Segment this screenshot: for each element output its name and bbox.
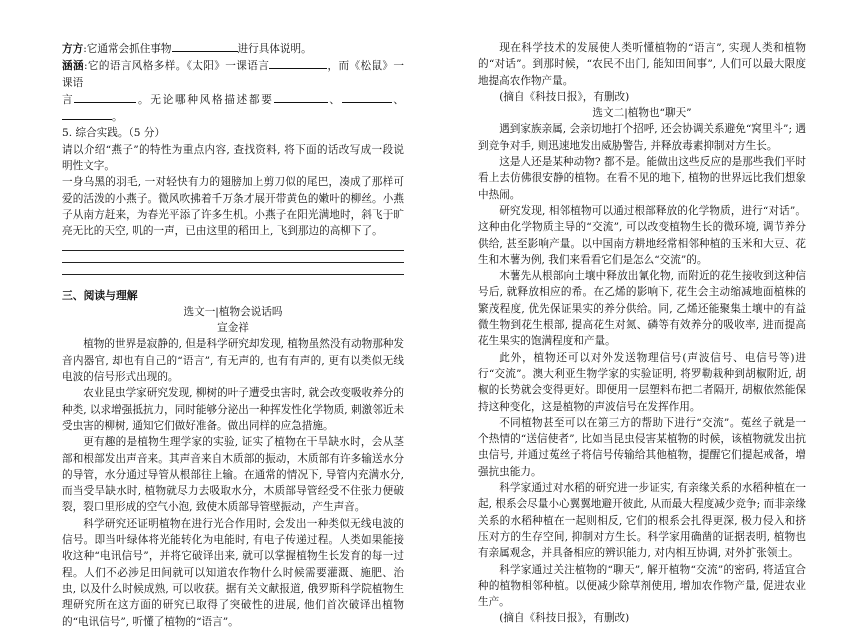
answer-blank-6[interactable]	[62, 108, 112, 120]
answer-line-1[interactable]	[62, 240, 404, 251]
answer-blank-4[interactable]	[274, 91, 328, 103]
comma-2: 、	[391, 93, 405, 106]
question-5: 5. 综合实践。（5 分）	[62, 127, 166, 140]
text1-title: 选文一|植物会说话吗	[183, 305, 283, 318]
section-title: 三、阅读与理解	[62, 288, 138, 302]
text2-paragraph-1: 遇到家族亲属, 会亲切地打个招呼, 还会协调关系避免“窝里斗”; 遇到竞争对手, 则迅速地发出威胁警告, 并释放毒素抑制对方生长。	[478, 123, 806, 152]
fangfang-line	[62, 40, 404, 57]
left-column	[62, 40, 404, 630]
swallow-passage: 一身乌黑的羽毛, 一对轻快有力的翅膀加上剪刀似的尾巴，凑成了那样可爱的活泼的小燕子。微风吹拂着千万条才展开带黄色的嫩叶的柳丝。小燕子从南方赶来，为春光平添了许多生机。小燕子在阳光满地时，斜飞于旷亮无比的天空, 叽的一声，已由这里的稻田上, 飞到那边的高柳下了。	[62, 176, 404, 238]
text1-paragraph-5: 现在科学技术的发展使人类听懂植物的“语言”, 实现人类和植物的“对话”。到那时候，“农民不出门, 能知田间事”, 人们可以最大限度地提高农作物产量。	[478, 42, 806, 87]
text2-paragraph-8: 科学家通过关注植物的“聊天”, 解开植物“交流”的密码, 将适宜合种的植物相邻种植。以便减少除草剂使用, 增加农作物产量, 促进农业生产。	[478, 563, 806, 609]
text1-paragraph-2: 农业昆虫学家研究发现, 柳树的叶子遭受虫害时, 就会改变吸收养分的种类, 以求增强抵抗力，同时能够分泌出一种挥发性化学物质, 刺激邻近未受虫害的柳树, 通知它们做好准备。做出同样的应急措施。	[62, 387, 404, 432]
answer-line-3[interactable]	[62, 264, 404, 275]
text1-paragraph-1: 植物的世界是寂静的, 但是科学研究却发现, 植物虽然没有动物那种发音内器官, 却也有自己的“语言”, 有无声的, 也有有声的, 更有以类似无线电波的信号形式出现的。	[62, 338, 404, 384]
text1-paragraph-3: 更有趣的是植物生理学家的实验, 证实了植物在干旱缺水时，会从茎部和根部发出声音来。其声音来自木质部的振动，木质部有许多输送水分的导管，水分通过导管从根部往上输。在通常的情况下, 导管内充满水分, 而当受旱缺水时, 植物就尽力去吸取水分，木质部导管经受不住张力便破裂，裂口里形成的空气小泡, 致使木质部导管壁振动，产生声音。	[62, 436, 404, 514]
text1-paragraph-4: 科学研究还证明植物在进行光合作用时, 会发出一种类似无线电波的信号。即当叶绿体将光能转化为电能时, 有电子传递过程。人类如果能接收这种“电讯信号”，并将它破译出来, 就可以掌握植物生长发育的每一过程。人们不必涉足田间就可以知道农作物什么时候需要灌溉、施肥、治虫, 以及什么时候成熟, 可以收获。据有关文献报道, 俄罗斯科学院植物生理研究所在这方面的研究已取得了突破性的进展, 他们首次破译出植物的“电讯信号”, 听懂了植物的“语言”。	[62, 517, 404, 628]
fangfang-text-end: 进行具体说明。	[237, 43, 312, 55]
answer-line-2[interactable]	[62, 252, 404, 263]
speaker-fangfang: 方方	[62, 43, 84, 55]
hanhan-text-mid: ，而《松鼠》一课语	[62, 60, 404, 89]
text2-paragraph-3: 研究发现, 相邻植物可以通过根部释放的化学物质，进行“对话”。这种由化学物质主导的“交流”, 可以改变植物生长的微环境, 调节养分供给, 甚至影响产量。以中国南方耕地经常相邻种植的玉米和大豆、花生和木薯为例, 我们来看看它们是怎么“交流”的。	[478, 204, 806, 266]
speaker-hanhan: 涵涵	[62, 60, 84, 73]
question-5-instruction: 请以介绍“燕子”的特性为重点内容, 查找资料, 将下面的话改写成一段说明性文字。	[62, 143, 404, 173]
text2-paragraph-5: 此外，植物还可以对外发送物理信号(声波信号、电信号等)进行“交流”。澳大利亚生物学家的实验证明, 将罗勒栽种到胡椒附近, 胡椒的长势就会变得更好。即便用一层塑料布把二者隔开, 胡椒依然能保持这种变化，这是植物的声波信号在发挥作用。	[478, 351, 806, 413]
hanhan-line-2	[62, 91, 404, 126]
text2-paragraph-7: 科学家通过对水稻的研究进一步证实, 有亲缘关系的水稻种植在一起, 根系会尽量小心翼翼地避开彼此, 从而最大程度减少竞争; 而非亲缘关系的水稻种植在一起则相反, 它们的根系会扎得更深, 极力侵入和挤压对方的生存空间, 抑制对方生长。科学家用确凿的证据表明, 植物也有亲属观念，并具备相应的辨识能力, 对内相互协调, 对外扩张领土。	[478, 482, 806, 560]
text2-paragraph-4: 木薯先从根部向土壤中释放出氰化物, 而附近的花生接收到这种信号后, 就释放相应的希。在乙烯的影响下, 花生会主动缩减地面植株的繁茂程度, 优先保证果实的养分供给。同, 乙烯还能聚集土壤中的有益微生物到花生根部, 提高花生对氮、磷等有效养分的吸收率, 进而提高花生果实的饱满程度和产量。	[478, 270, 806, 348]
hanhan-text: :它的语言风格多样。《太阳》一课语言	[83, 60, 270, 73]
text2-citation: (摘自《科技日报》，有删改)	[499, 612, 630, 625]
answer-blank-5[interactable]	[342, 91, 392, 103]
text1-citation: (摘自《科技日报》，有删改)	[499, 90, 630, 103]
text2-paragraph-6: 不同植物甚至可以在第三方的帮助下进行“交流”。菟丝子就是一个热情的“送信使者”, 比如当昆虫侵害某植物的时候，该植物就发出抗虫信号, 并通过菟丝子将信号传输给其他植物，提醒它们提起戒备，增强抗虫能力。	[478, 416, 806, 478]
hanhan-text-3: 。无论哪种风格描述都要	[136, 93, 274, 106]
answer-blank-2[interactable]	[269, 57, 327, 69]
fangfang-text: :它通常会抓住事物	[83, 43, 172, 55]
text1-author: 宣金祥	[217, 322, 249, 335]
text2-title: 选文二|植物也“聊天”	[592, 107, 692, 120]
comma-1: 、	[327, 93, 342, 106]
right-column	[478, 40, 806, 627]
period: 。	[112, 111, 123, 124]
hanhan-text-2: 言	[62, 93, 75, 106]
answer-blank-3[interactable]	[74, 91, 136, 103]
hanhan-line	[62, 57, 404, 91]
text2-paragraph-2: 这是人还是某种动物? 都不是。能做出这些反应的是那些我们平时看上去仿佛很安静的植物。在看不见的地下, 植物的世界远比我们想象中热闹。	[478, 156, 806, 201]
answer-blank-1[interactable]	[172, 40, 238, 52]
